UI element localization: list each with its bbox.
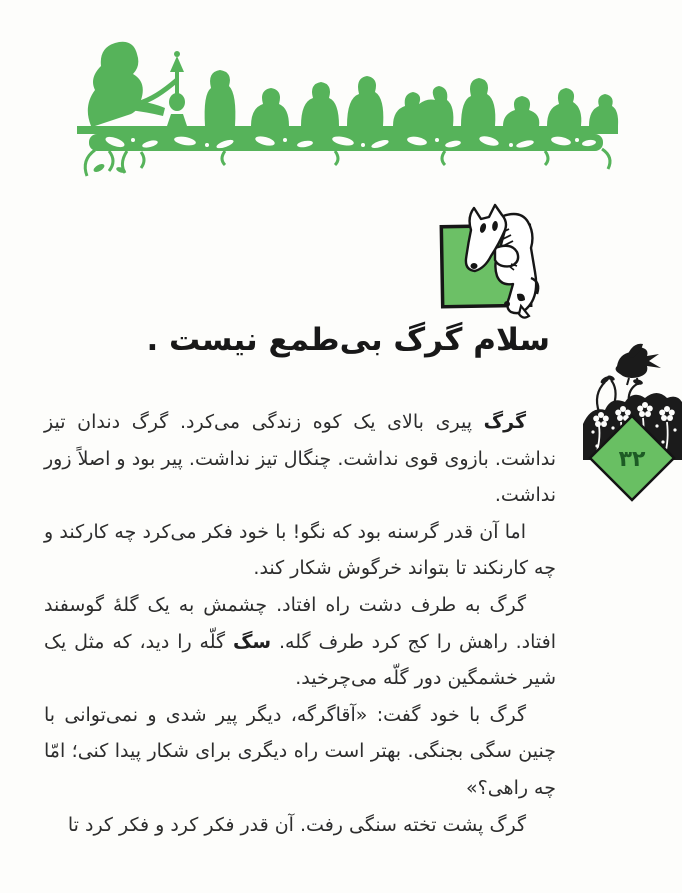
story-paragraph (44, 697, 556, 807)
story-bold-word: سگ (232, 630, 272, 653)
storytelling-scene-icon (75, 28, 620, 178)
story-paragraph (44, 404, 556, 514)
story-segment: گلّه را دید، که مثل یک شیر خشمگین دور گلّه می‌چرخید. (44, 630, 556, 690)
story-segment: گرگ به طرف دشت راه افتاد. چشمش به یک گلهٔ گوسفند افتاد. راهش را کج کرد طرف گله. (44, 593, 556, 653)
wolf-illustration (433, 200, 545, 326)
story-paragraph (44, 514, 556, 587)
margin-ornament (583, 342, 682, 502)
storytelling-scene-ornament (75, 28, 620, 178)
page-title: سلام گرگ بی‌طمع نیست . (146, 322, 550, 358)
story-paragraph (44, 587, 556, 697)
audience-silhouettes (205, 70, 619, 126)
ornament-bar (77, 126, 618, 134)
story-text (44, 404, 556, 843)
story-segment: گرگ پشت تخته سنگی رفت. آن قدر فکر کرد و فکر کرد تا (67, 813, 526, 836)
bird-icon (616, 344, 661, 385)
page-number: ۳۲ (618, 447, 646, 472)
story-paragraph (44, 807, 556, 844)
storyteller-silhouette (88, 42, 143, 126)
story-bold-word: گرگ (483, 411, 526, 433)
wolf-icon (433, 200, 545, 326)
story-segment: پیری بالای یک کوه زندگی می‌کرد. گرگ دندان تیز نداشت. بازوی قوی نداشت. چنگال تیز نداشت. پیر بود و اصلاً زور نداشت. (44, 411, 556, 507)
story-segment: گرگ با خود گفت: «آقاگرگه، دیگر پیر شدی و نمی‌توانی با چنین سگی بجنگی. بهتر است راه دیگری برای شکار پیدا کنی؛ امّا چه راهی؟» (44, 703, 556, 799)
story-segment: اما آن قدر گرسنه بود که نگو! با خود فکر می‌کرد چه کارکند و چه کارنکند تا بتواند خرگوش شکار کند. (44, 520, 556, 580)
